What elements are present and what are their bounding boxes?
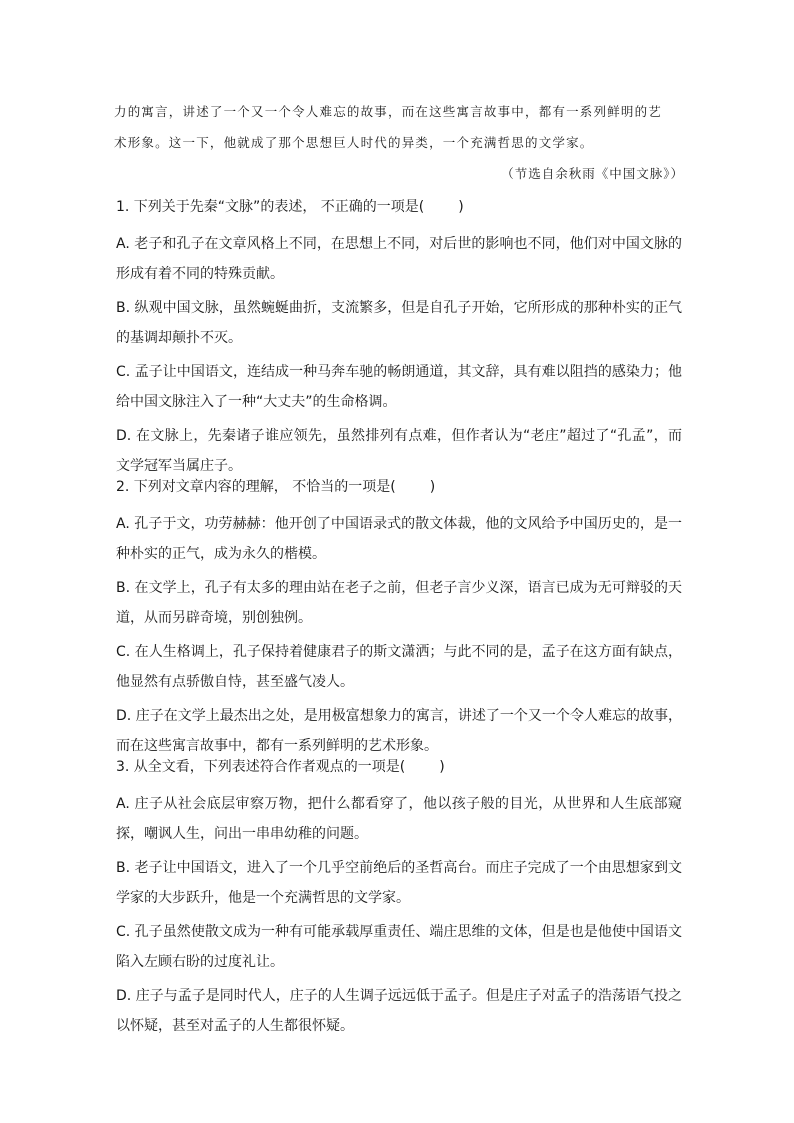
question-3-stem-text: 3. 从全文看，下列表述符合作者观点的一项是( — [116, 759, 406, 775]
question-1-option-b: B. 纵观中国文脉，虽然蜿蜒曲折，支流繁多，但是自孔子开始，它所形成的那种朴实的正气的基调却颠扑不灭。 — [116, 300, 682, 346]
question-3-stem — [116, 757, 682, 777]
question-1-stem-close: ) — [458, 199, 464, 215]
question-2-option-c: C. 在人生格调上，孔子保持着健康君子的斯文潇洒；与此不同的是，孟子在这方面有缺点，他显然有点骄傲自恃，甚至盛气凌人。 — [116, 644, 682, 690]
question-2-stem-text: 2. 下列对文章内容的理解， 不恰当的一项是( — [116, 479, 396, 495]
passage-line-1: 力的寓言，讲述了一个又一个令人难忘的故事，而在这些寓言故事中，都有一系列鲜明的艺 — [114, 104, 663, 119]
question-1-stem — [116, 197, 682, 217]
question-2 — [116, 477, 682, 765]
question-3-stem-close: ) — [439, 759, 445, 775]
passage-source: （节选自余秋雨《中国文脉》） — [501, 166, 684, 181]
question-2-stem-close: ) — [429, 479, 436, 495]
question-1-stem-text: 1. 下列关于先秦“文脉”的表述， 不正确的一项是( — [116, 199, 425, 215]
question-3-option-a: A. 庄子从社会底层审察万物，把什么都看穿了，他以孩子般的目光，从世界和人生底部窥探，嘲讽人生，问出一串串幼稚的问题。 — [116, 796, 682, 842]
question-1-option-d: D. 在文脉上，先秦诸子谁应领先，虽然排列有点难，但作者认为“老庄”超过了“孔孟”，而文学冠军当属庄子。 — [116, 428, 682, 474]
question-3-option-d: D. 庄子与孟子是同时代人，庄子的人生调子远远低于孟子。但是庄子对孟子的浩荡语气投之以怀疑，甚至对孟子的人生都很怀疑。 — [116, 988, 682, 1034]
question-1-option-a: A. 老子和孔子在文章风格上不同，在思想上不同，对后世的影响也不同，他们对中国文脉的形成有着不同的特殊贡献。 — [116, 236, 682, 282]
question-2-stem — [116, 477, 682, 497]
question-2-option-a: A. 孔子于文，功劳赫赫：他开创了中国语录式的散文体裁，他的文风给予中国历史的，是一种朴实的正气，成为永久的楷模。 — [116, 516, 682, 562]
question-2-option-b: B. 在文学上，孔子有太多的理由站在老子之前，但老子言少义深，语言已成为无可辩驳的天道，从而另辟奇境，别创独例。 — [116, 580, 682, 626]
question-3-option-b: B. 老子让中国语文，进入了一个几乎空前绝后的圣哲高台。而庄子完成了一个由思想家到文学家的大步跃升，他是一个充满哲思的文学家。 — [116, 860, 682, 906]
question-1-option-c: C. 孟子让中国语文，连结成一种马奔车驰的畅朗通道，其文辞，具有难以阻挡的感染力；他给中国文脉注入了一种“大丈夫”的生命格调。 — [116, 364, 682, 410]
question-1 — [116, 197, 682, 485]
question-3 — [116, 757, 682, 1045]
question-3-option-c: C. 孔子虽然使散文成为一种有可能承载厚重责任、端庄思维的文体，但是也是他使中国语文陷入左顾右盼的过度礼让。 — [116, 924, 682, 970]
passage-line-2: 术形象。这一下，他就成了那个思想巨人时代的异类，一个充满哲思的文学家。 — [114, 135, 594, 150]
question-2-option-d: D. 庄子在文学上最杰出之处，是用极富想象力的寓言，讲述了一个又一个令人难忘的故事，而在这些寓言故事中，都有一系列鲜明的艺术形象。 — [116, 708, 682, 754]
